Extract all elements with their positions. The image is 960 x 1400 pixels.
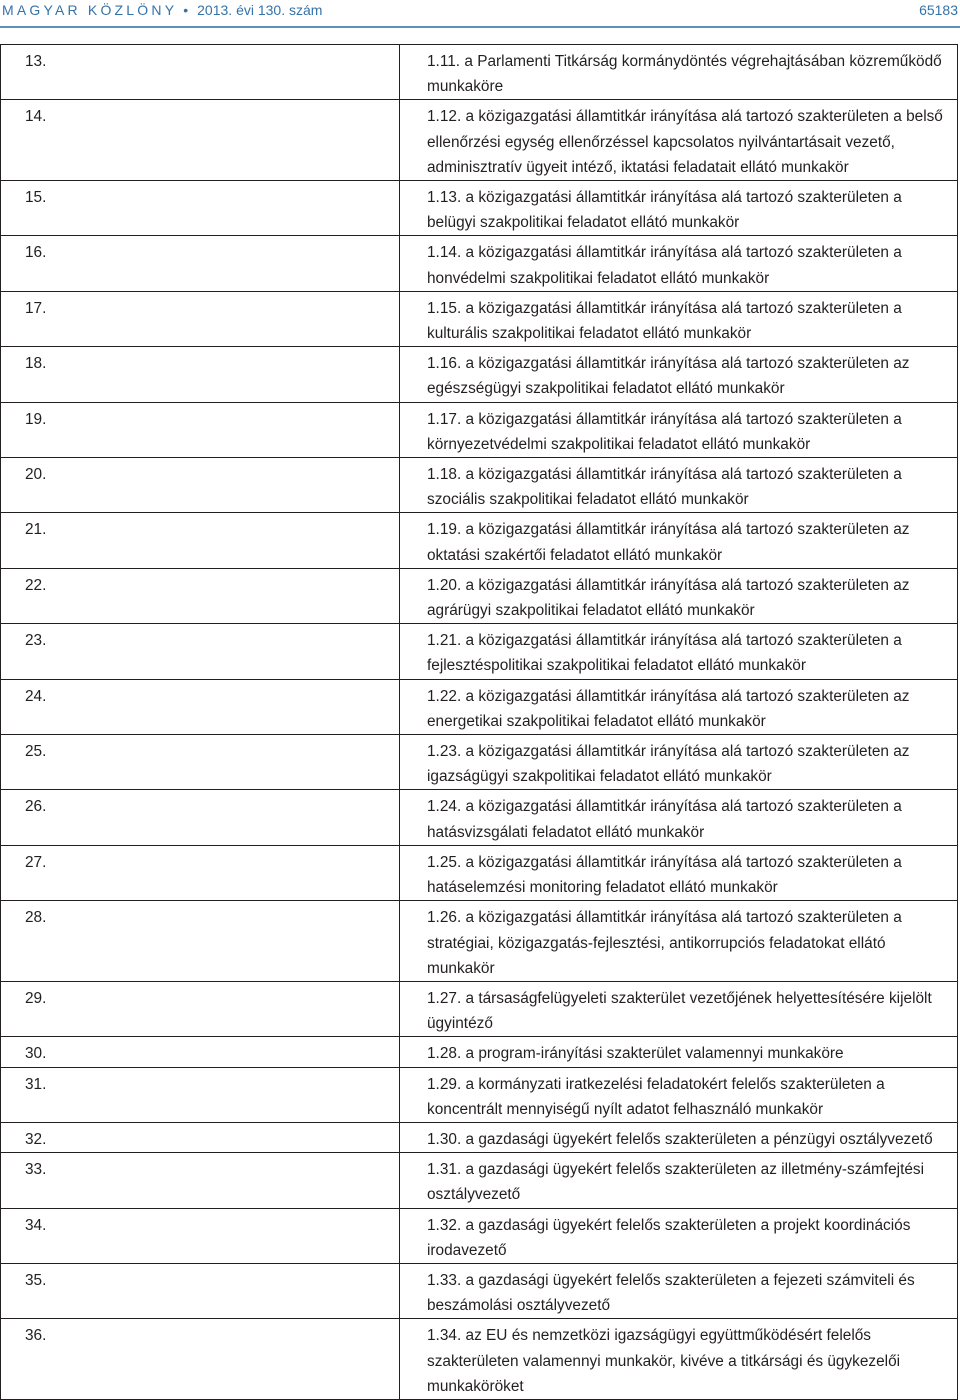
separator-bullet: • xyxy=(183,2,189,18)
table-row xyxy=(1,236,958,291)
row-number: 34. xyxy=(1,1208,400,1263)
row-text: 1.11. a Parlamenti Titkárság kormánydöntés végrehajtásában közreműködő munkaköre xyxy=(400,45,958,100)
row-text: 1.17. a közigazgatási államtitkár irányítása alá tartozó szakterületen a környezetvédelmi szakpolitikai feladatot ellátó munkakör xyxy=(400,402,958,457)
table-row xyxy=(1,845,958,900)
table-row xyxy=(1,568,958,623)
table-row xyxy=(1,901,958,982)
table-row xyxy=(1,402,958,457)
table-row xyxy=(1,981,958,1036)
row-number: 21. xyxy=(1,513,400,568)
header-rule xyxy=(0,26,960,28)
row-number: 16. xyxy=(1,236,400,291)
row-text: 1.28. a program-irányítási szakterület valamennyi munkaköre xyxy=(400,1037,958,1067)
row-number: 24. xyxy=(1,679,400,734)
row-number: 19. xyxy=(1,402,400,457)
page-header xyxy=(0,0,960,26)
row-number: 35. xyxy=(1,1263,400,1318)
row-text: 1.24. a közigazgatási államtitkár irányítása alá tartozó szakterületen a hatásvizsgálati feladatot ellátó munkakör xyxy=(400,790,958,845)
row-number: 31. xyxy=(1,1067,400,1122)
row-text: 1.33. a gazdasági ügyekért felelős szakterületen a fejezeti számviteli és beszámolási osztályvezető xyxy=(400,1263,958,1318)
row-text: 1.34. az EU és nemzetközi igazságügyi együttműködésért felelős szakterületen valamennyi munkakör, kivéve a titkársági és ügykezelői munkaköröket xyxy=(400,1319,958,1400)
row-number: 33. xyxy=(1,1153,400,1208)
issue-label: 2013. évi 130. szám xyxy=(197,2,323,18)
table-row xyxy=(1,458,958,513)
row-text: 1.26. a közigazgatási államtitkár irányítása alá tartozó szakterületen a stratégiai, közigazgatás-fejlesztési, antikorrupciós feladatokat ellátó munkakör xyxy=(400,901,958,982)
row-number: 30. xyxy=(1,1037,400,1067)
row-text: 1.16. a közigazgatási államtitkár irányítása alá tartozó szakterületen az egészségügyi szakpolitikai feladatot ellátó munkakör xyxy=(400,347,958,402)
row-text: 1.23. a közigazgatási államtitkár irányítása alá tartozó szakterületen az igazságügyi szakpolitikai feladatot ellátó munkakör xyxy=(400,735,958,790)
row-number: 17. xyxy=(1,291,400,346)
running-head xyxy=(2,1,322,19)
table-row xyxy=(1,1037,958,1067)
row-number: 29. xyxy=(1,981,400,1036)
row-number: 23. xyxy=(1,624,400,679)
row-number: 27. xyxy=(1,845,400,900)
row-number: 18. xyxy=(1,347,400,402)
row-text: 1.25. a közigazgatási államtitkár irányítása alá tartozó szakterületen a hatáselemzési monitoring feladatot ellátó munkakör xyxy=(400,845,958,900)
row-number: 25. xyxy=(1,735,400,790)
row-text: 1.32. a gazdasági ügyekért felelős szakterületen a projekt koordinációs irodavezető xyxy=(400,1208,958,1263)
table-row xyxy=(1,679,958,734)
table-row xyxy=(1,1067,958,1122)
row-text: 1.13. a közigazgatási államtitkár irányítása alá tartozó szakterületen a belügyi szakpolitikai feladatot ellátó munkakör xyxy=(400,181,958,236)
table-row xyxy=(1,735,958,790)
table-row xyxy=(1,1153,958,1208)
row-number: 28. xyxy=(1,901,400,982)
table-row xyxy=(1,181,958,236)
row-number: 20. xyxy=(1,458,400,513)
table-row xyxy=(1,1319,958,1400)
row-number: 13. xyxy=(1,45,400,100)
row-text: 1.27. a társaságfelügyeleti szakterület vezetőjének helyettesítésére kijelölt ügyintéző xyxy=(400,981,958,1036)
row-number: 22. xyxy=(1,568,400,623)
row-text: 1.18. a közigazgatási államtitkár irányítása alá tartozó szakterületen a szociális szakpolitikai feladatot ellátó munkakör xyxy=(400,458,958,513)
table-row xyxy=(1,790,958,845)
row-text: 1.14. a közigazgatási államtitkár irányítása alá tartozó szakterületen a honvédelmi szakpolitikai feladatot ellátó munkakör xyxy=(400,236,958,291)
row-text: 1.12. a közigazgatási államtitkár irányítása alá tartozó szakterületen a belső ellenőrzési egység ellenőrzéssel kapcsolatos nyilvántartásait vezető, adminisztratív ügyeit intéző, iktatási feladatait ellátó munkakör xyxy=(400,100,958,181)
page-number: 65183 xyxy=(919,2,958,18)
row-number: 26. xyxy=(1,790,400,845)
row-number: 36. xyxy=(1,1319,400,1400)
table-row xyxy=(1,45,958,100)
table-row xyxy=(1,291,958,346)
table-body xyxy=(1,45,958,1400)
table-row xyxy=(1,624,958,679)
row-number: 14. xyxy=(1,100,400,181)
position-table xyxy=(0,44,958,1400)
row-number: 15. xyxy=(1,181,400,236)
row-text: 1.31. a gazdasági ügyekért felelős szakterületen az illetmény-számfejtési osztályvezető xyxy=(400,1153,958,1208)
table-row xyxy=(1,100,958,181)
journal-title: MAGYAR KÖZLÖNY xyxy=(2,2,178,18)
row-text: 1.22. a közigazgatási államtitkár irányítása alá tartozó szakterületen az energetikai szakpolitikai feladatot ellátó munkakör xyxy=(400,679,958,734)
row-text: 1.20. a közigazgatási államtitkár irányítása alá tartozó szakterületen az agrárügyi szakpolitikai feladatot ellátó munkakör xyxy=(400,568,958,623)
table-row xyxy=(1,1208,958,1263)
row-text: 1.29. a kormányzati iratkezelési feladatokért felelős szakterületen a koncentrált mennyiségű nyílt adatot felhasználó munkakör xyxy=(400,1067,958,1122)
row-number: 32. xyxy=(1,1122,400,1152)
table-row xyxy=(1,1263,958,1318)
table-row xyxy=(1,513,958,568)
table-row xyxy=(1,1122,958,1152)
row-text: 1.19. a közigazgatási államtitkár irányítása alá tartozó szakterületen az oktatási szakértői feladatot ellátó munkakör xyxy=(400,513,958,568)
row-text: 1.30. a gazdasági ügyekért felelős szakterületen a pénzügyi osztályvezető xyxy=(400,1122,958,1152)
row-text: 1.21. a közigazgatási államtitkár irányítása alá tartozó szakterületen a fejlesztéspolitikai szakpolitikai feladatot ellátó munkakör xyxy=(400,624,958,679)
row-text: 1.15. a közigazgatási államtitkár irányítása alá tartozó szakterületen a kulturális szakpolitikai feladatot ellátó munkakör xyxy=(400,291,958,346)
table-row xyxy=(1,347,958,402)
